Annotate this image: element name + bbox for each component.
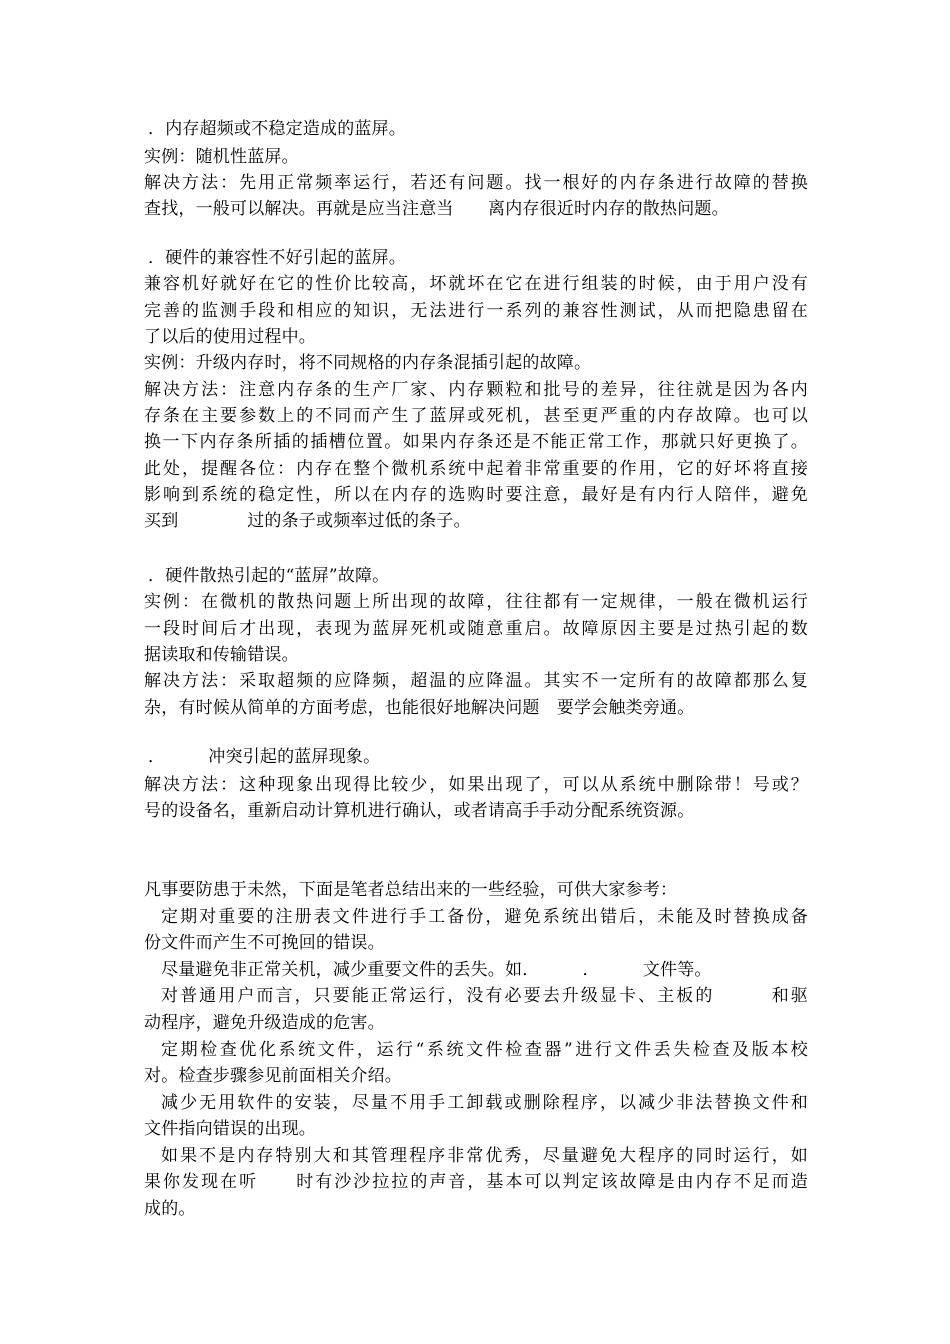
tip-item-cont: 动程序，避免升级造成的危害。: [144, 1013, 385, 1033]
solution-line-cont: 存条在主要参数上的不同而产生了蓝屏或死机，甚至更严重的内存故障。也可以: [144, 406, 808, 426]
solution-line-cont: 杂，有时候从简单的方面考虑，也能很好地解决问题 要学会触类旁通。: [144, 698, 695, 718]
tip-item-cont: 果你发现在听 时有沙沙拉拉的声音，基本可以判定该故障是由内存不足而造: [144, 1172, 808, 1192]
section-heading-conflict: ． 冲突引起的蓝屏现象。: [148, 747, 381, 767]
tip-item: 如果不是内存特别大和其管理程序非常优秀，尽量避免大程序的同时运行，如: [161, 1146, 808, 1166]
tip-item-cont: 对。检查步骤参见前面相关介绍。: [144, 1066, 402, 1086]
solution-line-cont: 买到 过的条子或频率过低的条子。: [144, 511, 471, 531]
tip-item: 定期检查优化系统文件，运行“系统文件检查器”进行文件丢失检查及版本校: [161, 1040, 808, 1060]
solution-line-cont: 号的设备名，重新启动计算机进行确认，或者请高手手动分配系统资源。: [144, 801, 695, 821]
solution-line-cont: 此处，提醒各位：内存在整个微机系统中起着非常重要的作用，它的好坏将直接: [144, 459, 808, 479]
tip-item: 对普通用户而言，只要能正常运行，没有必要去升级显卡、主板的 和驱: [161, 986, 808, 1006]
solution-line-cont: 影响到系统的稳定性，所以在内存的选购时要注意，最好是有内行人陪伴，避免: [144, 485, 808, 505]
solution-line-cont: 查找，一般可以解决。再就是应当注意当 离内存很近时内存的散热问题。: [144, 199, 729, 219]
solution-line: 解决方法：注意内存条的生产厂家、内存颗粒和批号的差异，往往就是因为各内: [144, 380, 808, 400]
paragraph-line: 完善的监测手段和相应的知识，无法进行一系列的兼容性测试，从而把隐患留在: [144, 301, 808, 321]
paragraph-line: 了以后的使用过程中。: [144, 327, 316, 347]
tip-item: 定期对重要的注册表文件进行手工备份，避免系统出错后，未能及时替换成备: [161, 907, 808, 927]
section-heading-hardware-heat: ．硬件散热引起的“蓝屏”故障。: [148, 566, 390, 586]
solution-line-cont: 换一下内存条所插的插槽位置。如果内存条还是不能正常工作，那就只好更换了。: [144, 432, 808, 452]
solution-line: 解决方法：采取超频的应降频，超温的应降温。其实不一定所有的故障都那么复: [144, 671, 808, 691]
example-line: 实例：升级内存时，将不同规格的内存条混插引起的故障。: [144, 353, 592, 373]
solution-line: 解决方法：这种现象出现得比较少，如果出现了，可以从系统中删除带！号或？: [144, 775, 808, 795]
example-line: 实例：随机性蓝屏。: [144, 147, 299, 167]
example-line-cont: 一段时间后才出现，表现为蓝屏死机或随意重启。故障原因主要是过热引起的数: [144, 619, 808, 639]
section-heading-hardware-compat: ．硬件的兼容性不好引起的蓝屏。: [148, 248, 406, 268]
section-heading-memory-overclock: ．内存超频或不稳定造成的蓝屏。: [148, 119, 406, 139]
tip-item: 尽量避免非正常关机，减少重要文件的丢失。如． ． 文件等。: [161, 960, 712, 980]
example-line-cont: 据读取和传输错误。: [144, 645, 299, 665]
tip-item-cont: 份文件而产生不可挽回的错误。: [144, 933, 385, 953]
tips-intro: 凡事要防患于未然，下面是笔者总结出来的一些经验，可供大家参考：: [144, 880, 678, 900]
tip-item: 减少无用软件的安装，尽量不用手工卸载或删除程序，以减少非法替换文件和: [161, 1093, 808, 1113]
tip-item-cont: 文件指向错误的出现。: [144, 1119, 316, 1139]
tip-item-cont: 成的。: [144, 1199, 196, 1219]
example-line: 实例：在微机的散热问题上所出现的故障，往往都有一定规律，一般在微机运行: [144, 592, 808, 612]
solution-line: 解决方法：先用正常频率运行，若还有问题。找一根好的内存条进行故障的替换: [144, 173, 808, 193]
paragraph-line: 兼容机好就好在它的性价比较高，坏就坏在它在进行组装的时候，由于用户没有: [144, 274, 808, 294]
